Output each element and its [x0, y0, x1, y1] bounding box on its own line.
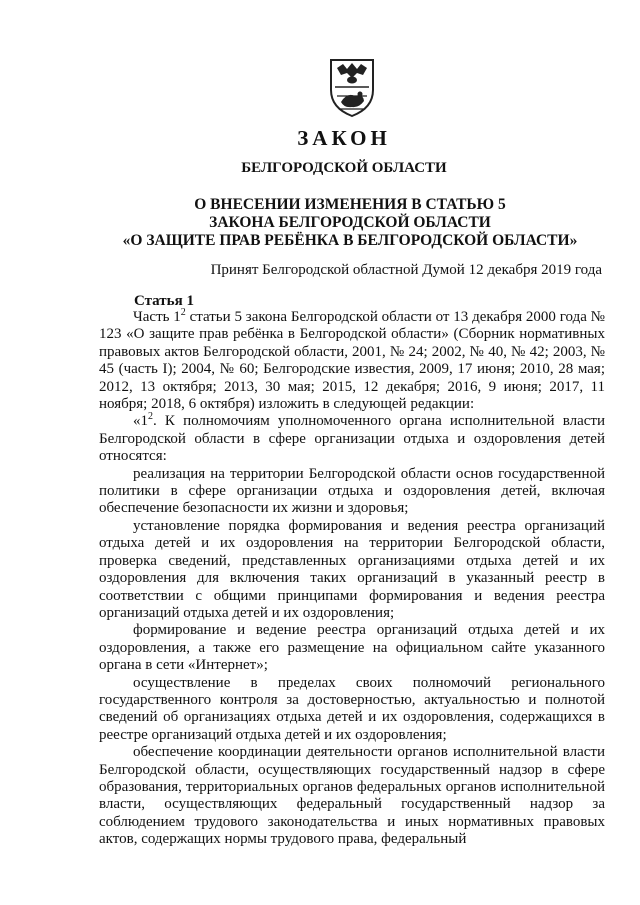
list-item: формирование и ведение реестра организаций отдыха детей и их оздоровления, а также его размещение на официальном сайте указанного органа в сети «Интернет»; — [99, 622, 605, 674]
coat-of-arms-icon — [327, 56, 377, 118]
heading-line: «О ЗАЩИТЕ ПРАВ РЕБЁНКА В БЕЛГОРОДСКОЙ ОБЛАСТИ» — [122, 232, 578, 249]
list-item: установление порядка формирования и ведения реестра организаций отдыха детей и их оздоровления на территории Белгородской области, проверка сведений, представленных организациями отдыха детей и их оздоровления для включения таких организаций в указанный реестр в соответствии с общими принципами формирования и ведения реестра организаций отдыха детей и их оздоровления; — [99, 517, 605, 621]
article-body — [99, 309, 605, 849]
list-item: реализация на территории Белгородской области основ государственной политики в сфере организации отдыха и оздоровления детей, включая обеспечение безопасности их жизни и здоровья; — [99, 465, 605, 517]
list-item: осуществление в пределах своих полномочий регионального государственного контроля за достоверностью, актуальностью и полнотой сведений об организациях отдыха детей и их оздоровления, содержащихся в реестре организаций отдыха детей и их оздоровления; — [99, 674, 605, 743]
list-item: обеспечение координации деятельности органов исполнительной власти Белгородской области, осуществляющих государственный надзор в сфере образования, территориальных органов федеральных органов исполнительной власти, осуществляющих федеральный государственный надзор за соблюдением трудового законодательства и иных нормативных правовых актов, содержащих нормы трудового права, федеральный — [99, 744, 605, 848]
article-intro: Часть $1^2$ статьи 5 закона Белгородской области от 13 декабря 2000 года № 123 «О защите прав ребёнка в Белгородской области» (Сборник нормативных правовых актов Белгородской области, 2001, № 24; 2002, № 40, № 42; 2003, № 45 (часть I); 2004, № 60; Белгородские известия, 2009, 17 июня; 2010, 28 мая; 2012, 13 октября; 2013, 30 мая; 2015, 12 декабря; 2016, 9 июня; 2017, 11 ноября; 2018, 6 октября) изложить в следующей редакции: — [99, 307, 605, 413]
article-title: Статья 1 — [134, 293, 194, 309]
law-title: ЗАКОН — [297, 126, 391, 150]
heading-line: О ВНЕСЕНИИ ИЗМЕНЕНИЯ В СТАТЬЮ 5 — [194, 196, 506, 213]
law-heading — [100, 196, 600, 250]
heading-line: ЗАКОНА БЕЛГОРОДСКОЙ ОБЛАСТИ — [209, 214, 491, 231]
region-title: БЕЛГОРОДСКОЙ ОБЛАСТИ — [241, 160, 447, 176]
adoption-line: Принят Белгородской областной Думой 12 декабря 2019 года — [210, 262, 602, 278]
quoted-paragraph: «$1^2$. К полномочиям уполномоченного органа исполнительной власти Белгородской области в сфере организации отдыха и оздоровления детей относятся: — [99, 411, 605, 465]
